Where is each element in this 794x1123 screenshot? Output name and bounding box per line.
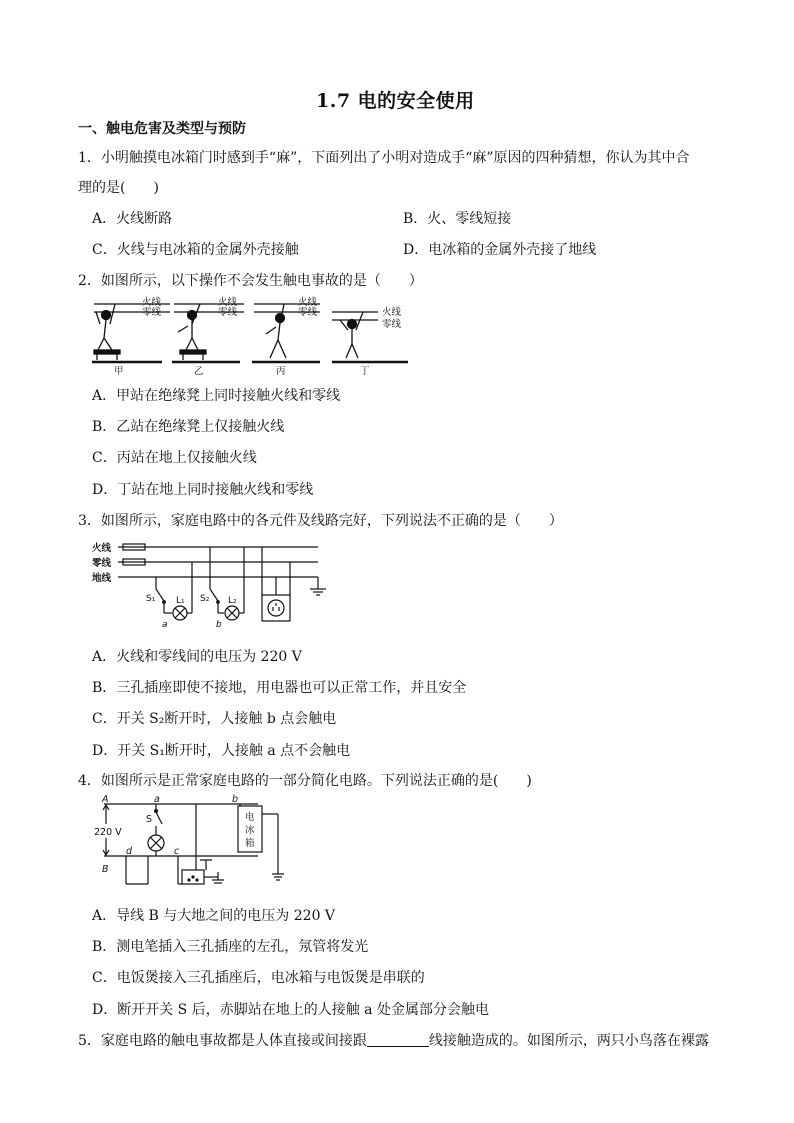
switch-s-label: S <box>146 814 153 825</box>
bing-live-label: 火线 <box>298 297 318 308</box>
q3-live-label: 火线 <box>92 543 112 554</box>
ding-live-label: 火线 <box>382 307 402 318</box>
bing-neutral-label: 零线 <box>298 307 318 318</box>
s1-label: S₁ <box>146 594 156 604</box>
s2-label: S₂ <box>200 594 210 604</box>
l1-label: L₁ <box>176 596 185 606</box>
caption-jia: 甲 <box>114 366 124 377</box>
question-4-option-b: B．测电笔插入三孔插座的左孔，氖管将发光 <box>92 939 369 955</box>
point-c-label: c <box>174 846 180 857</box>
l2-label: L₂ <box>228 596 237 606</box>
question-4-option-c: C．电饭煲接入三孔插座后，电冰箱与电饭煲是串联的 <box>92 970 425 986</box>
q3-ground-label: 地线 <box>92 573 112 584</box>
question-2-stem: 2．如图所示，以下操作不会发生触电事故的是（ ） <box>78 273 423 289</box>
fridge-label-1: 电 <box>245 812 255 823</box>
question-1-option-d: D．电冰箱的金属外壳接了地线 <box>403 242 597 258</box>
caption-ding: 丁 <box>360 366 370 377</box>
question-2-option-b: B．乙站在绝缘凳上仅接触火线 <box>92 419 285 435</box>
fridge-label-2: 冰 <box>245 825 255 836</box>
section-heading: 一、触电危害及类型与预防 <box>78 121 246 137</box>
question-5-stem <box>78 1030 709 1050</box>
voltage-label: 220 V <box>94 827 122 838</box>
question-1-stem-line1: 1．小明触摸电冰箱门时感到手“麻”，下面列出了小明对造成手“麻”原因的四种猜想，你认为其中合 <box>78 150 690 166</box>
yi-neutral-label: 零线 <box>218 307 238 318</box>
ding-neutral-label: 零线 <box>382 319 402 330</box>
point-d-label: d <box>126 846 133 857</box>
caption-bing: 丙 <box>276 366 286 377</box>
page-title: 1.7 电的安全使用 <box>316 90 475 112</box>
point-b-label: b <box>216 620 222 630</box>
question-2-option-a: A．甲站在绝缘凳上同时接触火线和零线 <box>92 388 341 404</box>
question-3-stem: 3．如图所示，家庭电路中的各元件及线路完好，下列说法不正确的是（ ） <box>78 513 563 529</box>
question-1-option-c: C．火线与电冰箱的金属外壳接触 <box>92 242 299 258</box>
fridge-label-3: 箱 <box>245 838 255 849</box>
question-3-option-d: D．开关 S₁断开时，人接触 a 点不会触电 <box>92 743 351 759</box>
question-4-option-d: D．断开开关 S 后，赤脚站在地上的人接触 a 处金属部分会触电 <box>92 1002 489 1018</box>
question-2-option-d: D．丁站在地上同时接触火线和零线 <box>92 482 314 498</box>
question-4-option-a: A．导线 B 与大地之间的电压为 220 V <box>92 908 336 924</box>
caption-yi: 乙 <box>194 366 204 377</box>
point-a-label: a <box>162 620 168 630</box>
question-1-option-a: A．火线断路 <box>92 211 173 227</box>
answer-blank[interactable] <box>367 1032 429 1047</box>
yi-live-label: 火线 <box>218 297 238 308</box>
question-3-option-c: C．开关 S₂断开时，人接触 b 点会触电 <box>92 711 337 727</box>
household-circuit-figure <box>90 537 340 633</box>
wire-a-label: A <box>102 794 109 805</box>
question-5-part1: 5．家庭电路的触电事故都是人体直接或间接跟 <box>78 1033 367 1049</box>
question-1-stem-line2: 理的是( ) <box>78 180 159 196</box>
question-4-stem: 4．如图所示是正常家庭电路的一部分简化电路。下列说法正确的是( ) <box>78 773 532 789</box>
question-3-option-a: A．火线和零线间的电压为 220 V <box>92 649 302 665</box>
point-a-label: a <box>154 794 160 805</box>
question-5-part2: 线接触造成的。如图所示，两只小鸟落在裸露 <box>428 1033 709 1049</box>
simplified-circuit-figure <box>90 792 302 890</box>
q3-neutral-label: 零线 <box>92 558 112 569</box>
point-b-label: b <box>232 794 239 805</box>
question-1-option-b: B．火、零线短接 <box>403 211 512 227</box>
question-3-option-b: B．三孔插座即使不接地，用电器也可以正常工作，并且安全 <box>92 680 467 696</box>
electric-shock-figure <box>88 294 418 378</box>
jia-neutral-label: 零线 <box>142 307 162 318</box>
wire-b-label: B <box>102 864 109 875</box>
jia-live-label: 火线 <box>142 297 162 308</box>
question-2-option-c: C．丙站在地上仅接触火线 <box>92 450 257 466</box>
